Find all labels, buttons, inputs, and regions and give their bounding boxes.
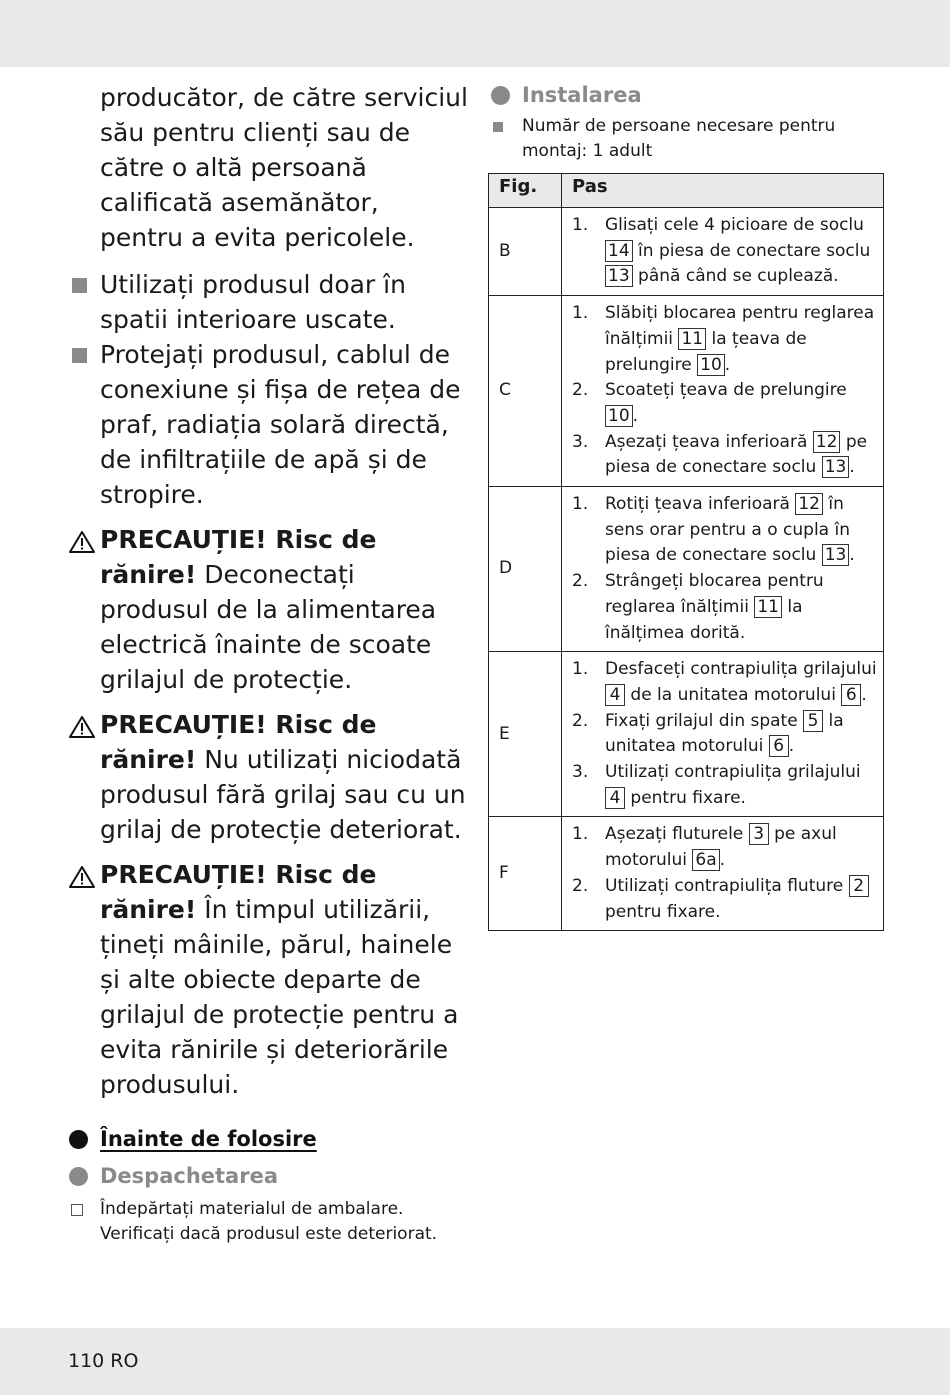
- step-text: .: [719, 850, 726, 871]
- fig-cell: D: [489, 487, 562, 652]
- fig-cell: E: [489, 652, 562, 817]
- grey-dot-icon: [69, 1167, 88, 1186]
- step-number: 1.: [572, 824, 589, 845]
- step-text: la unitatea motorului: [605, 710, 844, 757]
- fig-cell: F: [489, 817, 562, 931]
- warning-text: Nu utilizați niciodată produsul fără grilaj sau cu un grilaj de protecție deteriorat.: [100, 745, 466, 844]
- step-text: Strângeți blocarea pentru reglarea înălțimii: [605, 571, 824, 617]
- column-header-fig: Fig.: [489, 174, 562, 208]
- step-text: pentru fixare.: [625, 787, 746, 808]
- part-reference-number: 11: [754, 596, 782, 618]
- footer-band: [0, 1328, 950, 1395]
- step-text: pe axul motorului: [605, 824, 837, 871]
- part-reference-number: 13: [605, 265, 633, 287]
- warning-block: [68, 522, 468, 697]
- steps-cell: [562, 817, 884, 931]
- warning-block: [68, 707, 468, 847]
- step-number: 2.: [572, 875, 589, 896]
- step-number: 1.: [572, 303, 589, 324]
- part-reference-number: 5: [803, 710, 823, 732]
- steps-cell: [562, 652, 884, 817]
- step-number: 3.: [572, 762, 589, 783]
- step-number: 1.: [572, 494, 589, 515]
- left-column: [68, 80, 468, 1247]
- intro-paragraph: producător, de către serviciul său pentru clienți sau de către o altă persoană calificată asemănător, pentru a evita pericolele.: [100, 83, 468, 252]
- step-item: [572, 822, 877, 873]
- step-text: Glisați cele 4 picioare de soclu: [605, 215, 864, 235]
- step-text: Slăbiți blocarea pentru reglarea înălțimii: [605, 303, 875, 349]
- table-header-row: [489, 174, 884, 208]
- step-list: [572, 492, 877, 646]
- step-text: Așezați fluturele: [605, 824, 749, 845]
- part-reference-number: 3: [749, 823, 769, 845]
- step-number: 1.: [572, 659, 589, 680]
- section-heading-before-use: Înainte de folosire: [68, 1124, 468, 1154]
- step-text: Rotiți țeava inferioară: [605, 494, 796, 515]
- step-text: Așezați țeava inferioară: [605, 431, 813, 452]
- warning-label: PRECAUȚIE! Risc de rănire!: [100, 525, 377, 589]
- part-reference-number: 6a: [692, 849, 719, 871]
- step-list: [572, 213, 877, 290]
- grey-dot-icon: [491, 86, 510, 105]
- bullet-item: [68, 337, 468, 512]
- step-text: .: [861, 684, 867, 705]
- step-item: [572, 569, 877, 646]
- steps-cell: [562, 296, 884, 487]
- steps-cell: [562, 487, 884, 652]
- step-text: .: [724, 354, 731, 375]
- persons-note: Număr de persoane necesare pentru montaj: 1 adult: [490, 114, 884, 164]
- bullet-item: [68, 267, 468, 337]
- warning-triangle-icon: [68, 715, 96, 739]
- fig-cell: B: [489, 208, 562, 296]
- step-text: .: [788, 736, 795, 757]
- column-header-pas: Pas: [562, 174, 884, 208]
- part-reference-number: 4: [605, 684, 625, 706]
- step-text: .: [632, 405, 639, 426]
- right-column: [490, 80, 884, 164]
- part-reference-number: 4: [605, 787, 625, 809]
- section-heading-installation: Instalarea: [490, 80, 884, 110]
- step-item: [572, 657, 877, 708]
- step-item: [572, 213, 877, 290]
- table-row: [489, 487, 884, 652]
- square-bullet-icon: [72, 348, 87, 363]
- step-list: [572, 657, 877, 811]
- part-reference-number: 12: [795, 493, 823, 515]
- step-text: pe piesa de conectare soclu: [605, 431, 868, 478]
- table-row: [489, 817, 884, 931]
- table-body: [489, 208, 884, 931]
- step-text: Scoateți țeava de prelungire: [605, 380, 847, 401]
- step-item: [572, 709, 877, 760]
- checkbox-icon: [71, 1204, 83, 1216]
- step-item: [572, 492, 877, 569]
- step-item: [572, 874, 877, 925]
- step-text: pentru fixare.: [605, 901, 721, 922]
- step-text: la țeava de prelungire: [605, 328, 807, 375]
- header-band: [0, 0, 950, 67]
- part-reference-number: 2: [849, 875, 869, 897]
- warning-label: PRECAUȚIE! Risc de rănire!: [100, 860, 377, 924]
- bullet-text: Utilizați produsul doar în spatii interioare uscate.: [100, 270, 406, 334]
- square-bullet-icon: [72, 278, 87, 293]
- checkbox-item: [68, 1197, 468, 1247]
- table-row: [489, 652, 884, 817]
- warning-label: PRECAUȚIE! Risc de rănire!: [100, 710, 377, 774]
- table-row: [489, 296, 884, 487]
- black-dot-icon: [69, 1130, 88, 1149]
- step-text: Desfaceți contrapiulița grilajului: [605, 659, 877, 680]
- step-text: Utilizați contrapiulița grilajului: [605, 762, 861, 783]
- step-number: 2.: [572, 380, 589, 401]
- part-reference-number: 13: [822, 456, 850, 478]
- part-reference-number: 10: [697, 354, 725, 376]
- warning-block: [68, 857, 468, 1102]
- step-list: [572, 822, 877, 925]
- steps-cell: [562, 208, 884, 296]
- square-bullet-icon: [493, 122, 503, 132]
- step-number: 2.: [572, 710, 589, 731]
- step-number: 3.: [572, 431, 589, 452]
- page-number: 110 RO: [68, 1350, 139, 1372]
- part-reference-number: 10: [605, 405, 633, 427]
- warning-text: Deconectați produsul de la alimentarea electrică înainte de scoate grilajul de protecție.: [100, 560, 437, 694]
- step-text: la înălțimea dorită.: [605, 596, 803, 643]
- table-row: [489, 208, 884, 296]
- step-item: [572, 301, 877, 378]
- fig-cell: C: [489, 296, 562, 487]
- installation-steps-table: [488, 173, 884, 931]
- step-item: [572, 760, 877, 811]
- part-reference-number: 12: [813, 431, 841, 453]
- step-item: [572, 430, 877, 481]
- step-text: Fixați grilajul din spate: [605, 710, 804, 731]
- part-reference-number: 6: [841, 684, 861, 706]
- step-text: în piesa de conectare soclu: [632, 240, 871, 261]
- part-reference-number: 11: [678, 328, 706, 350]
- step-text: în sens orar pentru a o cupla în piesa de conectare soclu: [605, 494, 850, 566]
- step-text: până când se cuplează.: [632, 266, 839, 287]
- step-list: [572, 301, 877, 481]
- step-text: de la unitatea motorului: [625, 684, 842, 705]
- step-item: [572, 378, 877, 429]
- section-heading-unpacking: Despachetarea: [68, 1161, 468, 1191]
- step-number: 1.: [572, 215, 589, 235]
- warning-text: În timpul utilizării, țineți mâinile, părul, hainele și alte obiecte departe de grilajul de protecție pentru a evita rănirile și deteriorările produsului.: [100, 895, 459, 1099]
- step-text: .: [849, 457, 855, 478]
- warning-triangle-icon: [68, 865, 96, 889]
- part-reference-number: 6: [769, 735, 789, 757]
- bullet-text: Protejați produsul, cablul de conexiune și fișa de rețea de praf, radiația solară directă, de infiltrațiile de apă și de stropire.: [100, 340, 461, 509]
- step-text: Utilizați contrapiulița fluture: [605, 875, 849, 896]
- checkbox-item-text: Îndepărtați materialul de ambalare. Verificați dacă produsul este deteriorat.: [100, 1199, 438, 1244]
- step-text: .: [849, 545, 855, 566]
- part-reference-number: 14: [605, 240, 633, 262]
- step-number: 2.: [572, 571, 589, 592]
- part-reference-number: 13: [822, 544, 850, 566]
- warning-triangle-icon: [68, 530, 96, 554]
